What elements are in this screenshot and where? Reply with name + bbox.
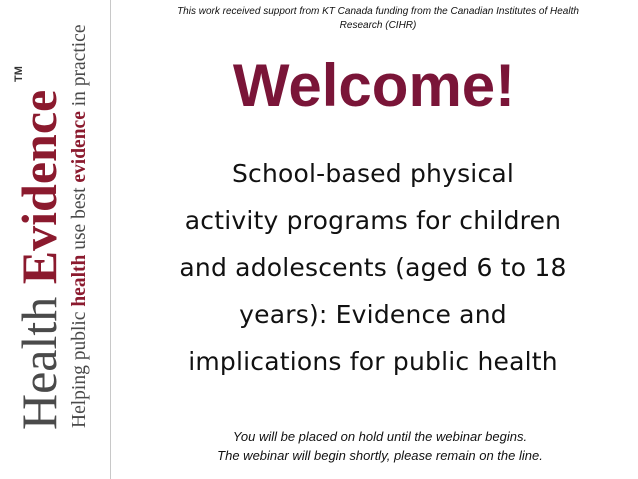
title-line: implications for public health (188, 347, 558, 376)
trademark-mark: TM (13, 66, 25, 82)
logo-word-evidence: Evidence (11, 89, 67, 285)
tagline-part: Helping public (69, 306, 90, 428)
logo-word-health: Health (11, 284, 67, 430)
title-line: years): Evidence and (239, 300, 507, 329)
funding-notice (130, 5, 626, 33)
funding-line-2: Research (CIHR) (339, 20, 417, 31)
tagline-health: health (69, 254, 90, 307)
title-line: School-based physical (231, 159, 515, 188)
funding-line-1: This work received support from KT Canada funding from the Canadian Institutes of Health (177, 6, 579, 17)
webinar-title (118, 150, 628, 385)
hold-line-1: You will be placed on hold until the webinar begins. (232, 429, 528, 444)
tagline-evidence: evidence (69, 111, 90, 183)
hold-line-2: The webinar will begin shortly, please remain on the line. (217, 448, 543, 463)
health-evidence-logo (11, 24, 99, 430)
logo-sidebar (0, 0, 111, 479)
welcome-heading: Welcome! (232, 52, 516, 119)
logo-tagline (69, 25, 91, 428)
tagline-part: in practice (69, 24, 90, 112)
hold-notice (130, 427, 630, 465)
title-line: and adolescents (aged 6 to 18 (179, 253, 567, 282)
tagline-part: use best (69, 182, 90, 255)
title-line: activity programs for children (184, 206, 562, 235)
logo-title (13, 90, 65, 430)
